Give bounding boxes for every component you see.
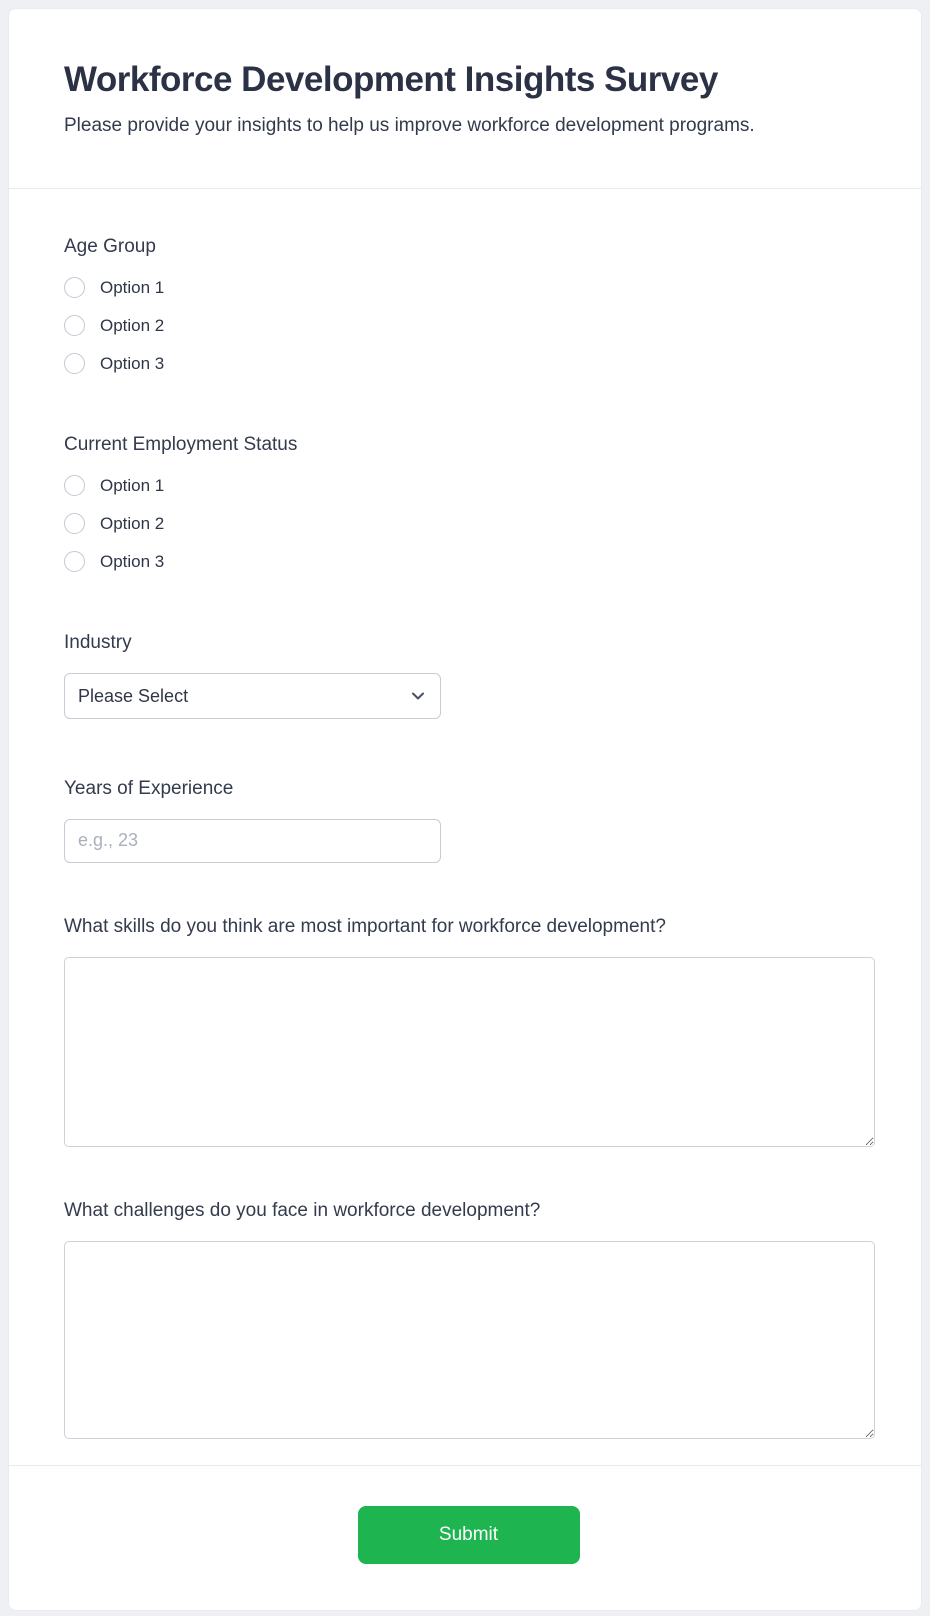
submit-button[interactable]: Submit — [358, 1506, 580, 1564]
radio-option-label: Option 3 — [100, 551, 165, 571]
industry-label: Industry — [64, 631, 132, 653]
age-group-option-2[interactable] — [64, 315, 873, 337]
skills-textarea[interactable] — [64, 957, 875, 1147]
age-group-label: Age Group — [64, 235, 156, 257]
skills-question-label: What skills do you think are most important for workforce development? — [64, 915, 666, 937]
form-footer — [9, 1466, 921, 1610]
field-industry — [64, 631, 873, 719]
radio-option-label: Option 1 — [100, 277, 165, 297]
radio-button-icon[interactable] — [64, 513, 85, 534]
radio-button-icon[interactable] — [64, 551, 85, 572]
radio-button-icon[interactable] — [64, 315, 85, 336]
page-subtitle: Please provide your insights to help us improve workforce development programs. — [64, 115, 755, 136]
employment-status-label: Current Employment Status — [64, 433, 298, 455]
radio-option-label: Option 1 — [100, 475, 165, 495]
radio-button-icon[interactable] — [64, 353, 85, 374]
radio-option-label: Option 2 — [100, 513, 165, 533]
page-title: Workforce Development Insights Survey — [64, 60, 718, 99]
age-group-option-3[interactable] — [64, 353, 873, 375]
radio-button-icon[interactable] — [64, 277, 85, 298]
field-employment-status — [64, 433, 873, 573]
employment-status-option-2[interactable] — [64, 513, 873, 535]
field-challenges-question — [64, 1199, 873, 1439]
field-skills-question — [64, 915, 873, 1147]
field-years-experience — [64, 777, 873, 863]
challenges-question-label: What challenges do you face in workforce development? — [64, 1199, 541, 1221]
survey-form — [9, 189, 921, 1465]
radio-button-icon[interactable] — [64, 475, 85, 496]
years-experience-label: Years of Experience — [64, 777, 234, 799]
employment-status-option-1[interactable] — [64, 475, 873, 497]
challenges-textarea[interactable] — [64, 1241, 875, 1439]
years-experience-input[interactable] — [64, 819, 441, 863]
survey-card — [8, 8, 922, 1611]
industry-select[interactable] — [64, 673, 441, 719]
age-group-option-1[interactable] — [64, 277, 873, 299]
field-age-group — [64, 235, 873, 375]
survey-header — [9, 9, 921, 188]
radio-option-label: Option 2 — [100, 315, 165, 335]
employment-status-option-3[interactable] — [64, 551, 873, 573]
radio-option-label: Option 3 — [100, 353, 165, 373]
